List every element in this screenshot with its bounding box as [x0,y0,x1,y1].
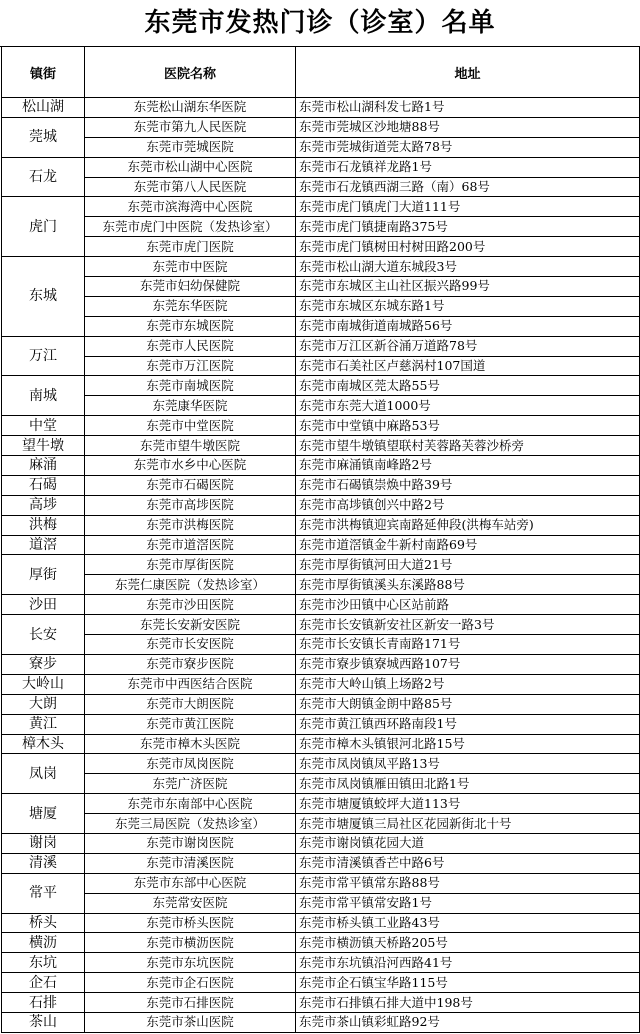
clinic-table [1,46,640,1033]
hospital-cell: 东莞市企石医院 [85,973,296,993]
table-row [2,177,640,197]
page-title: 东莞市发热门诊（诊室）名单 [0,0,640,47]
address-cell: 东莞市长安镇长青南路171号 [296,635,640,655]
hospital-cell: 东莞市虎门医院 [85,237,296,257]
hospital-cell: 东莞常安医院 [85,893,296,913]
table-row [2,475,640,495]
header-address: 地址 [296,47,640,98]
table-row [2,396,640,416]
hospital-cell: 东莞市沙田医院 [85,595,296,615]
town-cell: 樟木头 [2,734,85,754]
address-cell: 东莞市虎门镇树田村树田路200号 [296,237,640,257]
address-cell: 东莞市桥头镇工业路43号 [296,913,640,933]
table-row [2,535,640,555]
town-cell: 虎门 [2,197,85,257]
hospital-cell: 东莞市妇幼保健院 [85,277,296,297]
town-cell: 洪梅 [2,515,85,535]
town-cell: 大朗 [2,694,85,714]
table-row [2,615,640,635]
address-cell: 东莞市莞城街道莞太路78号 [296,137,640,157]
address-cell: 东莞市塘厦镇三局社区花园新街北十号 [296,814,640,834]
table-row [2,913,640,933]
table-row [2,973,640,993]
table-row [2,336,640,356]
town-cell: 东坑 [2,953,85,973]
table-row [2,833,640,853]
hospital-cell: 东莞长安新安医院 [85,615,296,635]
hospital-cell: 东莞市中堂医院 [85,416,296,436]
town-cell: 寮步 [2,654,85,674]
hospital-cell: 东莞东华医院 [85,296,296,316]
town-cell: 高埗 [2,495,85,515]
address-cell: 东莞市谢岗镇花园大道 [296,833,640,853]
address-cell: 东莞市石排镇石排大道中198号 [296,993,640,1013]
address-cell: 东莞市大岭山镇上场路2号 [296,674,640,694]
table-row [2,217,640,237]
address-cell: 东莞市寮步镇寮城西路107号 [296,654,640,674]
address-cell: 东莞市道滘镇金牛新村南路69号 [296,535,640,555]
hospital-cell: 东莞广济医院 [85,774,296,794]
town-cell: 茶山 [2,1012,85,1032]
hospital-cell: 东莞市第九人民医院 [85,117,296,137]
address-cell: 东莞市洪梅镇迎宾南路延伸段(洪梅车站旁) [296,515,640,535]
address-cell: 东莞市常平镇常东路88号 [296,873,640,893]
address-cell: 东莞市樟木头镇银河北路15号 [296,734,640,754]
hospital-cell: 东莞市中医院 [85,257,296,277]
table-row [2,853,640,873]
hospital-cell: 东莞市茶山医院 [85,1012,296,1032]
table-row [2,316,640,336]
table-row [2,814,640,834]
hospital-cell: 东莞市东城医院 [85,316,296,336]
town-cell: 清溪 [2,853,85,873]
address-cell: 东莞市长安镇新安社区新安一路3号 [296,615,640,635]
town-cell: 常平 [2,873,85,913]
table-row [2,237,640,257]
table-row [2,495,640,515]
table-body [2,98,640,1033]
table-row [2,456,640,476]
table-row [2,157,640,177]
table-row [2,1012,640,1032]
town-cell: 万江 [2,336,85,376]
hospital-cell: 东莞市中西医结合医院 [85,674,296,694]
address-cell: 东莞市厚街镇河田大道21号 [296,555,640,575]
table-row [2,734,640,754]
hospital-cell: 东莞市厚街医院 [85,555,296,575]
table-row [2,197,640,217]
table-row [2,376,640,396]
address-cell: 东莞市中堂镇中麻路53号 [296,416,640,436]
hospital-cell: 东莞市道滘医院 [85,535,296,555]
table-row [2,356,640,376]
hospital-cell: 东莞市万江医院 [85,356,296,376]
table-row [2,873,640,893]
address-cell: 东莞市黄江镇西环路南段1号 [296,714,640,734]
hospital-cell: 东莞市东坑医院 [85,953,296,973]
hospital-cell: 东莞市石排医院 [85,993,296,1013]
town-cell: 石碣 [2,475,85,495]
hospital-cell: 东莞市东部中心医院 [85,873,296,893]
hospital-cell: 东莞市凤岗医院 [85,754,296,774]
town-cell: 企石 [2,973,85,993]
town-cell: 横沥 [2,933,85,953]
address-cell: 东莞市石美社区卢慈涡村107国道 [296,356,640,376]
hospital-cell: 东莞市洪梅医院 [85,515,296,535]
hospital-cell: 东莞市虎门中医院（发热诊室） [85,217,296,237]
hospital-cell: 东莞市莞城医院 [85,137,296,157]
address-cell: 东莞市望牛墩镇望联村芙蓉路芙蓉沙桥旁 [296,436,640,456]
address-cell: 东莞市松山湖科发七路1号 [296,98,640,118]
address-cell: 东莞市企石镇宝华路115号 [296,973,640,993]
town-cell: 谢岗 [2,833,85,853]
hospital-cell: 东莞三局医院（发热诊室） [85,814,296,834]
address-cell: 东莞市大朗镇金朗中路85号 [296,694,640,714]
hospital-cell: 东莞市长安医院 [85,635,296,655]
header-town: 镇街 [2,47,85,98]
table-row [2,993,640,1013]
table-row [2,714,640,734]
hospital-cell: 东莞市滨海湾中心医院 [85,197,296,217]
table-row [2,635,640,655]
address-cell: 东莞市横沥镇天桥路205号 [296,933,640,953]
address-cell: 东莞市石龙镇祥龙路1号 [296,157,640,177]
address-cell: 东莞市石龙镇西湖三路（南）68号 [296,177,640,197]
address-cell: 东莞市常平镇常安路1号 [296,893,640,913]
town-cell: 桥头 [2,913,85,933]
hospital-cell: 东莞市桥头医院 [85,913,296,933]
table-row [2,794,640,814]
town-cell: 麻涌 [2,456,85,476]
town-cell: 南城 [2,376,85,416]
town-cell: 望牛墩 [2,436,85,456]
hospital-cell: 东莞市樟木头医院 [85,734,296,754]
table-row [2,575,640,595]
table-row [2,257,640,277]
table-row [2,595,640,615]
header-hospital: 医院名称 [85,47,296,98]
town-cell: 大岭山 [2,674,85,694]
hospital-cell: 东莞市第八人民医院 [85,177,296,197]
table-row [2,137,640,157]
table-row [2,98,640,118]
address-cell: 东莞市南城街道南城路56号 [296,316,640,336]
table-row [2,933,640,953]
table-row [2,296,640,316]
town-cell: 厚街 [2,555,85,595]
address-cell: 东莞市松山湖大道东城段3号 [296,257,640,277]
address-cell: 东莞市虎门镇虎门大道111号 [296,197,640,217]
table-row [2,774,640,794]
table-row [2,953,640,973]
address-cell: 东莞市茶山镇彩虹路92号 [296,1012,640,1032]
address-cell: 东莞市厚街镇溪头东溪路88号 [296,575,640,595]
hospital-cell: 东莞市松山湖中心医院 [85,157,296,177]
address-cell: 东莞市东城区主山社区振兴路99号 [296,277,640,297]
address-cell: 东莞市麻涌镇南峰路2号 [296,456,640,476]
town-cell: 长安 [2,615,85,655]
town-cell: 石龙 [2,157,85,197]
table-row [2,555,640,575]
address-cell: 东莞市凤岗镇凤平路13号 [296,754,640,774]
address-cell: 东莞市万江区新谷涌万道路78号 [296,336,640,356]
table-row [2,277,640,297]
town-cell: 松山湖 [2,98,85,118]
address-cell: 东莞市清溪镇香芒中路6号 [296,853,640,873]
address-cell: 东莞市东坑镇沿河西路41号 [296,953,640,973]
hospital-cell: 东莞市南城医院 [85,376,296,396]
town-cell: 莞城 [2,117,85,157]
hospital-cell: 东莞康华医院 [85,396,296,416]
hospital-cell: 东莞市高埗医院 [85,495,296,515]
table-row [2,515,640,535]
hospital-cell: 东莞市横沥医院 [85,933,296,953]
hospital-cell: 东莞市清溪医院 [85,853,296,873]
hospital-cell: 东莞市人民医院 [85,336,296,356]
town-cell: 道滘 [2,535,85,555]
hospital-cell: 东莞市石碣医院 [85,475,296,495]
town-cell: 塘厦 [2,794,85,834]
hospital-cell: 东莞市黄江医院 [85,714,296,734]
table-row [2,654,640,674]
address-cell: 东莞市高埗镇创兴中路2号 [296,495,640,515]
address-cell: 东莞市石碣镇崇焕中路39号 [296,475,640,495]
town-cell: 沙田 [2,595,85,615]
hospital-cell: 东莞市水乡中心医院 [85,456,296,476]
table-row [2,694,640,714]
table-row [2,436,640,456]
address-cell: 东莞市沙田镇中心区站前路 [296,595,640,615]
town-cell: 黄江 [2,714,85,734]
table-row [2,117,640,137]
address-cell: 东莞市东城区东城东路1号 [296,296,640,316]
hospital-cell: 东莞市寮步医院 [85,654,296,674]
town-cell: 石排 [2,993,85,1013]
address-cell: 东莞市凤岗镇雁田镇田北路1号 [296,774,640,794]
hospital-cell: 东莞市望牛墩医院 [85,436,296,456]
table-row [2,893,640,913]
address-cell: 东莞市东莞大道1000号 [296,396,640,416]
hospital-cell: 东莞市谢岗医院 [85,833,296,853]
hospital-cell: 东莞市大朗医院 [85,694,296,714]
hospital-cell: 东莞松山湖东华医院 [85,98,296,118]
address-cell: 东莞市莞城区沙地塘88号 [296,117,640,137]
hospital-cell: 东莞市东南部中心医院 [85,794,296,814]
table-row [2,674,640,694]
hospital-cell: 东莞仁康医院（发热诊室） [85,575,296,595]
table-row [2,754,640,774]
table-header-row [2,47,640,98]
town-cell: 凤岗 [2,754,85,794]
address-cell: 东莞市南城区莞太路55号 [296,376,640,396]
address-cell: 东莞市塘厦镇蛟坪大道113号 [296,794,640,814]
address-cell: 东莞市虎门镇捷南路375号 [296,217,640,237]
town-cell: 东城 [2,257,85,337]
table-row [2,416,640,436]
town-cell: 中堂 [2,416,85,436]
